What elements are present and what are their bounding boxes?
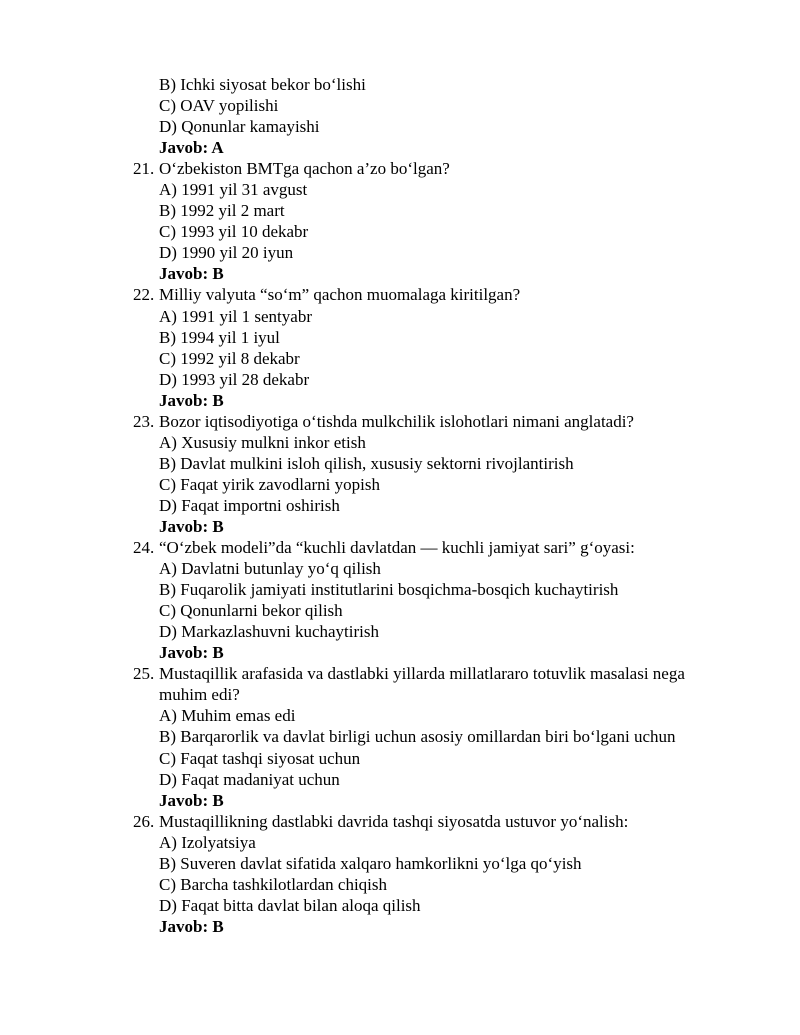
option-line: C) Faqat tashqi siyosat uchun — [159, 748, 361, 768]
question-text: Bozor iqtisodiyotiga o‘tishda mulkchilik islohotlari nimani anglatadi? — [159, 411, 634, 431]
option-line: D) Qonunlar kamayishi — [159, 117, 320, 137]
question-line — [0, 663, 800, 684]
option-line: C) Qonunlarni bekor qilish — [159, 601, 343, 621]
question-number: 24. — [133, 538, 155, 558]
answer-line: Javob: B — [159, 790, 224, 810]
question-number: 26. — [133, 811, 155, 831]
question-text: Mustaqillikning dastlabki davrida tashqi siyosatda ustuvor yo‘nalish: — [159, 811, 629, 831]
question-number: 22. — [133, 285, 155, 305]
option-line: D) Faqat bitta davlat bilan aloqa qilish — [159, 895, 421, 915]
option-line: A) Muhim emas edi — [159, 706, 296, 726]
option-line: B) Fuqarolik jamiyati institutlarini bosqichma-bosqich kuchaytirish — [159, 580, 619, 600]
question-line — [0, 411, 800, 432]
answer-line: Javob: B — [159, 264, 224, 284]
option-line: A) Izolyatsiya — [159, 832, 256, 852]
option-line: D) 1990 yil 20 iyun — [159, 243, 294, 263]
option-line: D) Markazlashuvni kuchaytirish — [159, 622, 379, 642]
question-text: Mustaqillik arafasida va dastlabki yillarda millatlararo totuvlik masalasi nega — [159, 664, 685, 684]
question-line — [0, 811, 800, 832]
option-line: C) 1993 yil 10 dekabr — [159, 222, 309, 242]
option-line: A) Davlatni butunlay yo‘q qilish — [159, 559, 381, 579]
question-line — [0, 158, 800, 179]
question-number: 23. — [133, 411, 155, 431]
option-line: B) Suveren davlat sifatida xalqaro hamkorlikni yo‘lga qo‘yish — [159, 853, 582, 873]
option-line: B) Davlat mulkini isloh qilish, xususiy sektorni rivojlantirish — [159, 453, 574, 473]
question-line — [0, 537, 800, 558]
answer-line: Javob: A — [159, 138, 224, 158]
question-continuation: muhim edi? — [159, 685, 240, 705]
question-number: 25. — [133, 664, 155, 684]
option-line: B) 1992 yil 2 mart — [159, 201, 285, 221]
option-line: A) Xususiy mulkni inkor etish — [159, 432, 366, 452]
answer-line: Javob: B — [159, 390, 224, 410]
answer-line: Javob: B — [159, 516, 224, 536]
option-line: B) Ichki siyosat bekor bo‘lishi — [159, 75, 366, 94]
question-text: Milliy valyuta “so‘m” qachon muomalaga kiritilgan? — [159, 285, 521, 305]
answer-line: Javob: B — [159, 643, 224, 663]
option-line: B) 1994 yil 1 iyul — [159, 327, 280, 347]
quiz-text-body — [0, 74, 800, 937]
question-number: 21. — [133, 159, 155, 179]
option-line: A) 1991 yil 31 avgust — [159, 180, 308, 200]
option-line: C) OAV yopilishi — [159, 96, 279, 116]
answer-line: Javob: B — [159, 916, 224, 936]
question-text: O‘zbekiston BMTga qachon a’zo bo‘lgan? — [159, 159, 450, 179]
option-line: D) Faqat importni oshirish — [159, 495, 340, 515]
option-line: B) Barqarorlik va davlat birligi uchun asosiy omillardan biri bo‘lgani uchun — [159, 727, 676, 747]
question-text: “O‘zbek modeli”da “kuchli davlatdan — kuchli jamiyat sari” g‘oyasi: — [159, 538, 635, 558]
option-line: A) 1991 yil 1 sentyabr — [159, 306, 312, 326]
question-line — [0, 284, 800, 305]
option-line: D) 1993 yil 28 dekabr — [159, 369, 310, 389]
option-line: D) Faqat madaniyat uchun — [159, 769, 340, 789]
option-line: C) 1992 yil 8 dekabr — [159, 348, 300, 368]
option-line: C) Faqat yirik zavodlarni yopish — [159, 474, 380, 494]
option-line: C) Barcha tashkilotlardan chiqish — [159, 874, 388, 894]
